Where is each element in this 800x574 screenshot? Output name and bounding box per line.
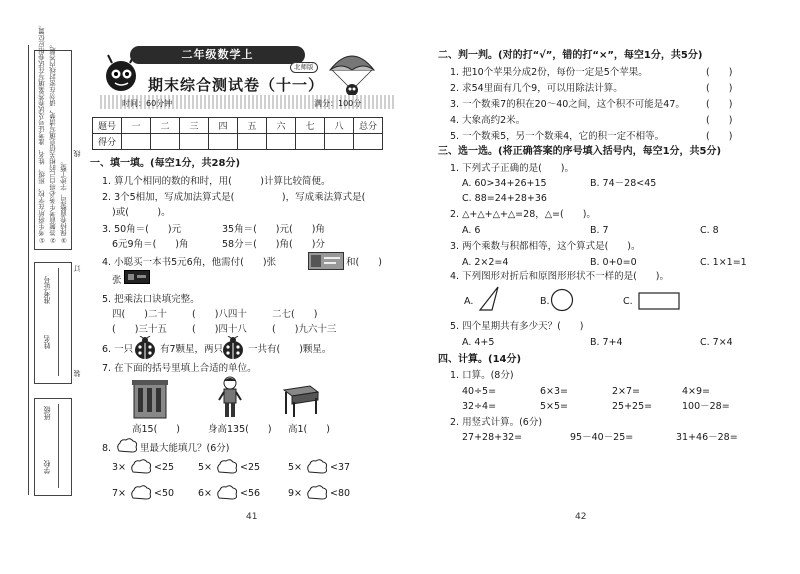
true-false-item: 4. 大象高约2米。 bbox=[450, 115, 526, 126]
cloud-answer-box[interactable] bbox=[130, 485, 152, 501]
score-cell[interactable] bbox=[238, 134, 267, 150]
score-cell[interactable] bbox=[209, 134, 238, 150]
score-table-score-row bbox=[93, 134, 383, 150]
cloud-answer-box[interactable] bbox=[216, 459, 238, 475]
seal-bind-label: 订 bbox=[73, 265, 81, 272]
name-label: 姓名 bbox=[43, 335, 51, 349]
school-info-box bbox=[34, 398, 72, 496]
class-label: 班级 bbox=[43, 406, 51, 420]
choice-option[interactable]: A. 2×2=4 bbox=[462, 257, 509, 268]
triangle-shape-icon bbox=[478, 286, 502, 312]
oral-calc-item[interactable]: 100－28= bbox=[682, 401, 730, 412]
true-false-item: 1. 把10个苹果分成2份，每份一定是5个苹果。 bbox=[450, 67, 648, 78]
question-1-6: 6. 一只 bbox=[102, 344, 134, 355]
question-1-3b: 35角＝( )元( )角 bbox=[222, 224, 325, 235]
comparison-right: <50 bbox=[154, 488, 175, 499]
choice-option[interactable]: B. bbox=[540, 296, 550, 307]
choice-option[interactable]: C. bbox=[623, 296, 633, 307]
true-false-item: 3. 一个数乘7的积在20～40之间，这个积不可能是47。 bbox=[450, 99, 685, 110]
question-1-5: 5. 把乘法口诀填完整。 bbox=[102, 294, 200, 305]
oral-calc-heading: 1. 口算。(8分) bbox=[450, 370, 514, 381]
seal-pack-label: 装 bbox=[73, 370, 81, 377]
seal-line-label: 线 bbox=[73, 150, 81, 157]
question-1-7: 7. 在下面的括号里填上合适的单位。 bbox=[102, 363, 257, 374]
multiplication-rhyme: 二七( ) bbox=[272, 309, 318, 320]
table-cell: 总分 bbox=[354, 118, 383, 134]
dime-note-icon bbox=[124, 270, 150, 284]
rectangle-shape-icon bbox=[638, 292, 680, 310]
comparison-left: 7× bbox=[112, 488, 127, 499]
multiplication-rhyme: ( )三十五 bbox=[112, 324, 167, 335]
score-cell[interactable] bbox=[296, 134, 325, 150]
score-table-header-row bbox=[93, 118, 383, 134]
page-title: 期末综合测试卷（十一） bbox=[148, 76, 325, 94]
exam-full-score: 满分：100分 bbox=[314, 99, 362, 108]
question-1-1: 1. 算几个相同的数的和时，用( )计算比较简便。 bbox=[102, 176, 331, 187]
unit-label-desk: 高1( ) bbox=[288, 424, 330, 435]
student-info-box bbox=[34, 262, 72, 384]
table-cell: 七 bbox=[296, 118, 325, 134]
choice-option[interactable]: C. 8 bbox=[700, 225, 719, 236]
oral-calc-item[interactable]: 4×9= bbox=[682, 386, 711, 397]
oral-calc-item[interactable]: 25+25= bbox=[612, 401, 653, 412]
comparison-left: 5× bbox=[288, 462, 303, 473]
comparison-right: <37 bbox=[330, 462, 351, 473]
oral-calc-item[interactable]: 40÷5= bbox=[462, 386, 497, 397]
question-1-3c: 6元9角＝( )角 bbox=[112, 239, 189, 250]
comparison-right: <25 bbox=[154, 462, 175, 473]
section-1-heading: 一、填一填。(每空1分，共28分) bbox=[90, 158, 241, 169]
true-false-item: 2. 求54里面有几个9，可以用除法计算。 bbox=[450, 83, 623, 94]
question-1-2: 2. 3个5相加，写成加法算式是( )，写成乘法算式是( bbox=[102, 192, 366, 203]
notice-1: ①考生将所在学校、班级、姓名、准考证号及试卷答案填写在试卷相应位置。 bbox=[38, 21, 46, 244]
question-1-3d: 58分＝( )角( )分 bbox=[222, 239, 325, 250]
table-cell: 三 bbox=[180, 118, 209, 134]
unit-label-building: 高15( ) bbox=[132, 424, 181, 435]
choice-option[interactable]: A. 60>34+26+15 bbox=[462, 178, 547, 189]
name-line bbox=[58, 268, 59, 376]
circle-shape-icon bbox=[550, 288, 574, 312]
vertical-calc-heading: 2. 用竖式计算。(6分) bbox=[450, 417, 543, 428]
id-label: 准考证号 bbox=[43, 276, 51, 304]
oral-calc-item[interactable]: 5×5= bbox=[540, 401, 569, 412]
score-cell[interactable] bbox=[151, 134, 180, 150]
oral-calc-item[interactable]: 32÷4= bbox=[462, 401, 497, 412]
cloud-answer-box[interactable] bbox=[130, 459, 152, 475]
comparison-left: 9× bbox=[288, 488, 303, 499]
school-label: 学校 bbox=[43, 460, 51, 474]
multiplication-rhyme: ( )八四十 bbox=[192, 309, 247, 320]
score-cell[interactable] bbox=[354, 134, 383, 150]
notice-2: ②答题前考生务必将自己的相关信息填写清楚，请勿在密封线内答题。 bbox=[49, 41, 57, 244]
vertical-calc-item[interactable]: 27+28+32= bbox=[462, 432, 523, 443]
page-number-left: 41 bbox=[246, 512, 258, 522]
table-cell: 一 bbox=[122, 118, 151, 134]
comparison-left: 3× bbox=[112, 462, 127, 473]
question-1-8-cont: 里最大能填几？(6分) bbox=[140, 443, 230, 454]
question-1-4: 4. 小聪买一本书5元6角，他需付( )张 bbox=[102, 257, 277, 268]
question-1-4-end: 张 bbox=[112, 275, 122, 286]
table-cell: 得分 bbox=[93, 134, 122, 150]
question-1-6-end: 一共有( )颗星。 bbox=[248, 344, 332, 355]
score-cell[interactable] bbox=[325, 134, 354, 150]
table-cell: 六 bbox=[267, 118, 296, 134]
table-cell: 题号 bbox=[93, 118, 122, 134]
comparison-left: 6× bbox=[198, 488, 213, 499]
ladybug-icon bbox=[220, 336, 246, 360]
true-false-item: 5. 一个数乘5，另一个数乘4，它的积一定不相等。 bbox=[450, 131, 665, 142]
choice-option[interactable]: A. 4+5 bbox=[462, 337, 495, 348]
cloud-answer-box[interactable] bbox=[306, 485, 328, 501]
exam-time: 时间：60分钟 bbox=[122, 99, 173, 108]
building-icon bbox=[130, 378, 170, 420]
table-cell: 五 bbox=[238, 118, 267, 134]
grade-banner: 二年级数学上 bbox=[130, 46, 305, 64]
choice-question-1: 1. 下列式子正确的是( )。 bbox=[450, 163, 574, 174]
vertical-calc-item[interactable]: 95－40－25= bbox=[570, 432, 634, 443]
answer-parentheses[interactable]: ( ) bbox=[706, 131, 733, 142]
question-1-8: 8. bbox=[102, 443, 112, 454]
question-1-3a: 3. 50角＝( )元 bbox=[102, 224, 182, 235]
score-table bbox=[92, 117, 383, 150]
choice-option[interactable]: C. 88=24+28+36 bbox=[462, 193, 547, 204]
oral-calc-item[interactable]: 6×3= bbox=[540, 386, 569, 397]
choice-option[interactable]: B. 0+0=0 bbox=[590, 257, 637, 268]
score-cell[interactable] bbox=[267, 134, 296, 150]
table-cell: 四 bbox=[209, 118, 238, 134]
comparison-right: <80 bbox=[330, 488, 351, 499]
school-line bbox=[58, 404, 59, 488]
choice-question-5: 5. 四个星期共有多少天？( ) bbox=[450, 321, 584, 332]
question-1-4-cont: 和( ) bbox=[346, 257, 382, 268]
comparison-left: 5× bbox=[198, 462, 213, 473]
boy-icon bbox=[218, 376, 242, 420]
section-2-heading: 二、判一判。(对的打“√”，错的打“×”，每空1分，共5分) bbox=[438, 50, 703, 61]
unit-label-boy: 身高135( ) bbox=[208, 424, 272, 435]
answer-parentheses[interactable]: ( ) bbox=[706, 67, 733, 78]
choice-option[interactable]: A. bbox=[464, 296, 474, 307]
five-yuan-note-icon bbox=[308, 252, 344, 270]
question-1-6-cont: 有7颗星，两只 bbox=[160, 344, 224, 355]
question-1-2-cont: )或( )。 bbox=[112, 207, 171, 218]
choice-question-3: 3. 两个乘数与积都相等，这个算式是( )。 bbox=[450, 241, 641, 252]
choice-question-4: 4. 下列图形对折后和原图形形状不一样的是( )。 bbox=[450, 271, 669, 282]
choice-option[interactable]: C. 1×1=1 bbox=[700, 257, 747, 268]
score-cell[interactable] bbox=[122, 134, 151, 150]
answer-parentheses[interactable]: ( ) bbox=[706, 99, 733, 110]
answer-parentheses[interactable]: ( ) bbox=[706, 83, 733, 94]
notice-3: ③保持卷面整洁，字迹工整。 bbox=[60, 158, 68, 244]
choice-option[interactable]: B. 74－28<45 bbox=[590, 178, 657, 189]
table-cell: 二 bbox=[151, 118, 180, 134]
section-3-heading: 三、选一选。(将正确答案的序号填入括号内，每空1分，共5分) bbox=[438, 146, 722, 157]
answer-parentheses[interactable]: ( ) bbox=[706, 115, 733, 126]
cloud-answer-box[interactable] bbox=[306, 459, 328, 475]
multiplication-rhyme: ( )四十八 bbox=[192, 324, 247, 335]
cloud-answer-box[interactable] bbox=[216, 485, 238, 501]
comparison-right: <56 bbox=[240, 488, 261, 499]
cloud-box-icon bbox=[116, 438, 138, 454]
ladybug-icon bbox=[132, 336, 158, 360]
multiplication-rhyme: ( )九六十三 bbox=[272, 324, 337, 335]
choice-question-2: 2. △+△+△+△=28，△=( )。 bbox=[450, 209, 596, 220]
comparison-right: <25 bbox=[240, 462, 261, 473]
vertical-calc-item[interactable]: 31+46－28= bbox=[676, 432, 738, 443]
choice-option[interactable]: C. 7×4 bbox=[700, 337, 733, 348]
choice-option[interactable]: B. 7 bbox=[590, 225, 609, 236]
section-4-heading: 四、计算。(14分) bbox=[438, 354, 522, 365]
choice-option[interactable]: B. 7+4 bbox=[590, 337, 623, 348]
oral-calc-item[interactable]: 2×7= bbox=[612, 386, 641, 397]
multiplication-rhyme: 四( )二十 bbox=[112, 309, 167, 320]
score-cell[interactable] bbox=[180, 134, 209, 150]
table-cell: 八 bbox=[325, 118, 354, 134]
edition-badge: 北师版 bbox=[290, 62, 318, 73]
desk-icon bbox=[280, 380, 320, 418]
choice-option[interactable]: A. 6 bbox=[462, 225, 481, 236]
page-number-right: 42 bbox=[575, 512, 587, 522]
